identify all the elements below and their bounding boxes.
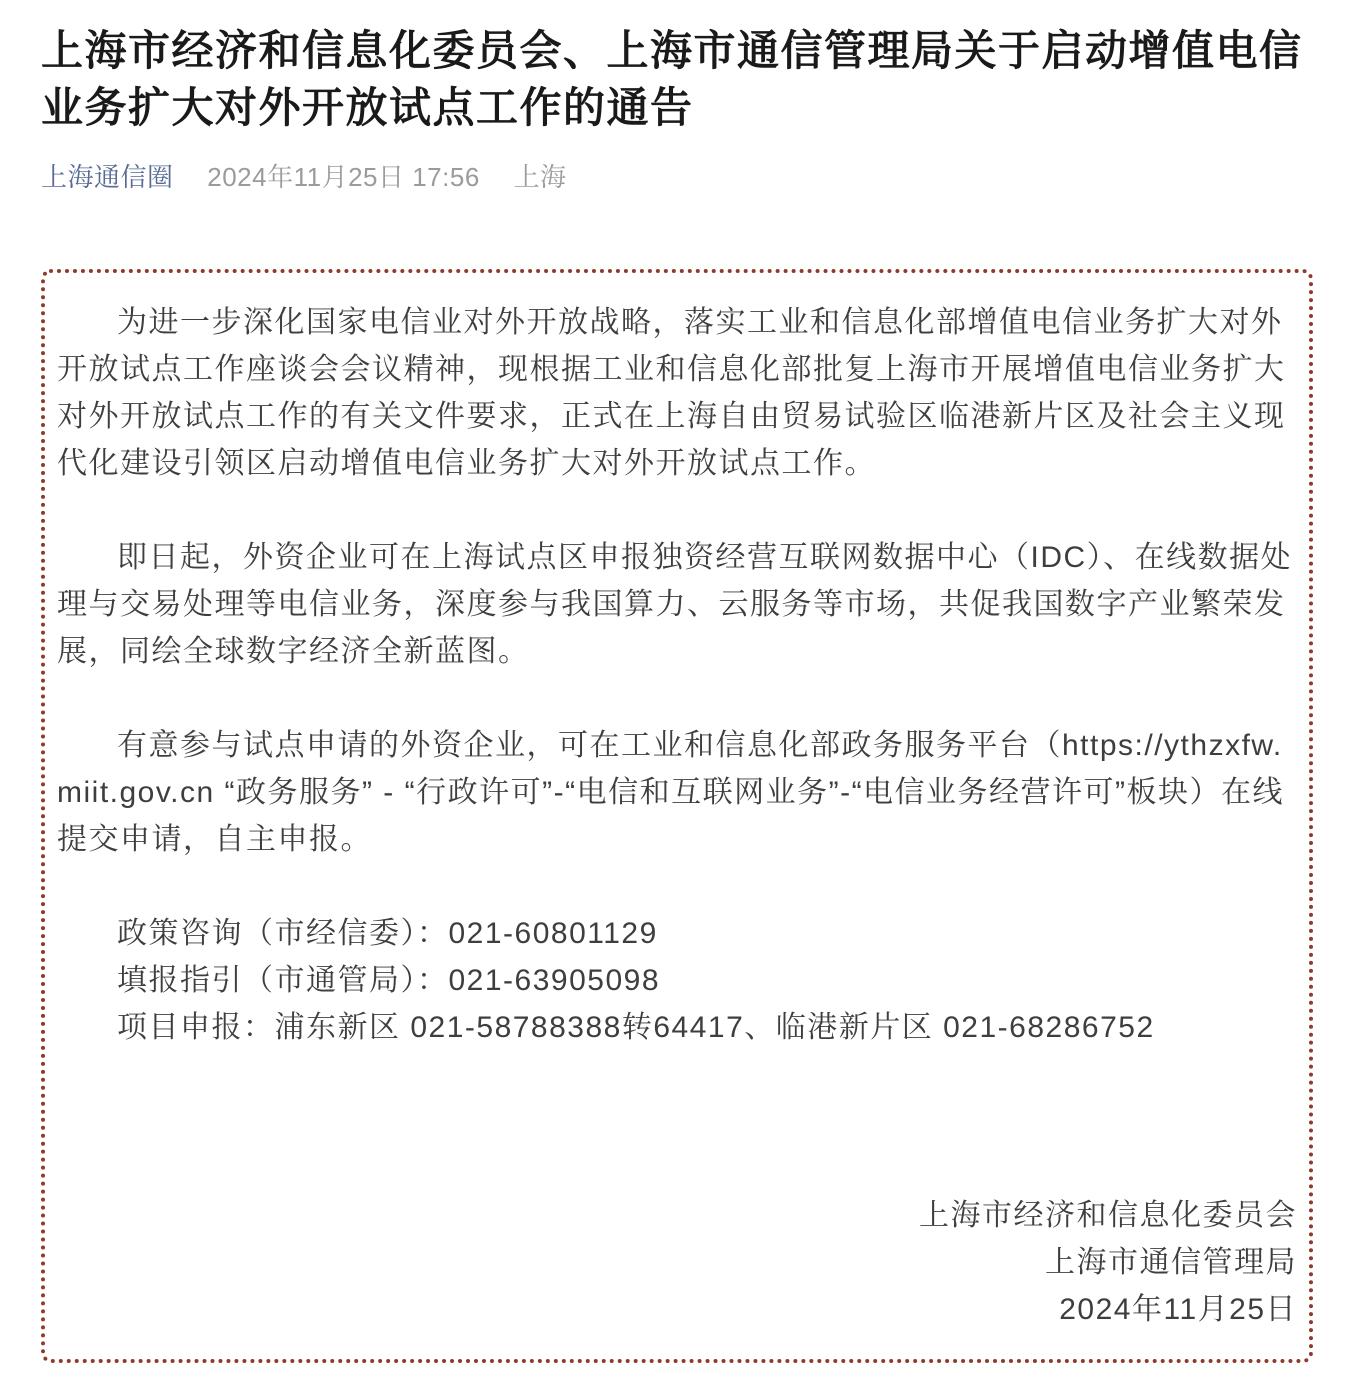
contact-line-policy: 政策咨询（市经信委）：021-60801129	[117, 917, 658, 950]
notice-paragraph-1: 为进一步深化国家电信业对外开放战略，落实工业和信息化部增值电信业务扩大对外开放试点工作座谈会会议精神，现根据工业和信息化部批复上海市开展增值电信业务扩大对外开放试点工作的有关文件要求，正式在上海自由贸易试验区临港新片区及社会主义现代化建设引领区启动增值电信业务扩大对外开放试点工作。	[57, 306, 1286, 480]
signature-org-1: 上海市经济和信息化委员会	[919, 1199, 1297, 1232]
contact-line-project: 项目申报：浦东新区 021-58788388转64417、临港新片区 021-68286752	[117, 1011, 1155, 1044]
signature-date: 2024年11月25日	[1059, 1293, 1297, 1326]
account-name-link[interactable]: 上海通信圈	[41, 162, 174, 192]
publish-datetime: 2024年11月25日 17:56	[207, 162, 480, 192]
contact-info-block	[57, 910, 1297, 1051]
page-title: 上海市经济和信息化委员会、上海市通信管理局关于启动增值电信业务扩大对外开放试点工作的通告	[41, 27, 1303, 131]
contact-line-guidance: 填报指引（市通管局）：021-63905098	[117, 964, 661, 997]
signature-block	[57, 1192, 1297, 1333]
publish-location: 上海	[513, 162, 567, 192]
notice-paragraph-3: 有意参与试点申请的外资企业，可在工业和信息化部政务服务平台（https://ythzxfw.miit.gov.cn “政务服务” - “行政许可”-“电信和互联网业务”-“电信业务经营许可”板块）在线提交申请，自主申报。	[57, 729, 1285, 856]
notice-box	[41, 269, 1313, 1363]
meta-row	[41, 161, 1313, 193]
notice-paragraph-2: 即日起，外资企业可在上海试点区申报独资经营互联网数据中心（IDC）、在线数据处理与交易处理等电信业务，深度参与我国算力、云服务等市场，共促我国数字产业繁荣发展，同绘全球数字经济全新蓝图。	[57, 541, 1293, 668]
signature-org-2: 上海市通信管理局	[1045, 1246, 1297, 1279]
